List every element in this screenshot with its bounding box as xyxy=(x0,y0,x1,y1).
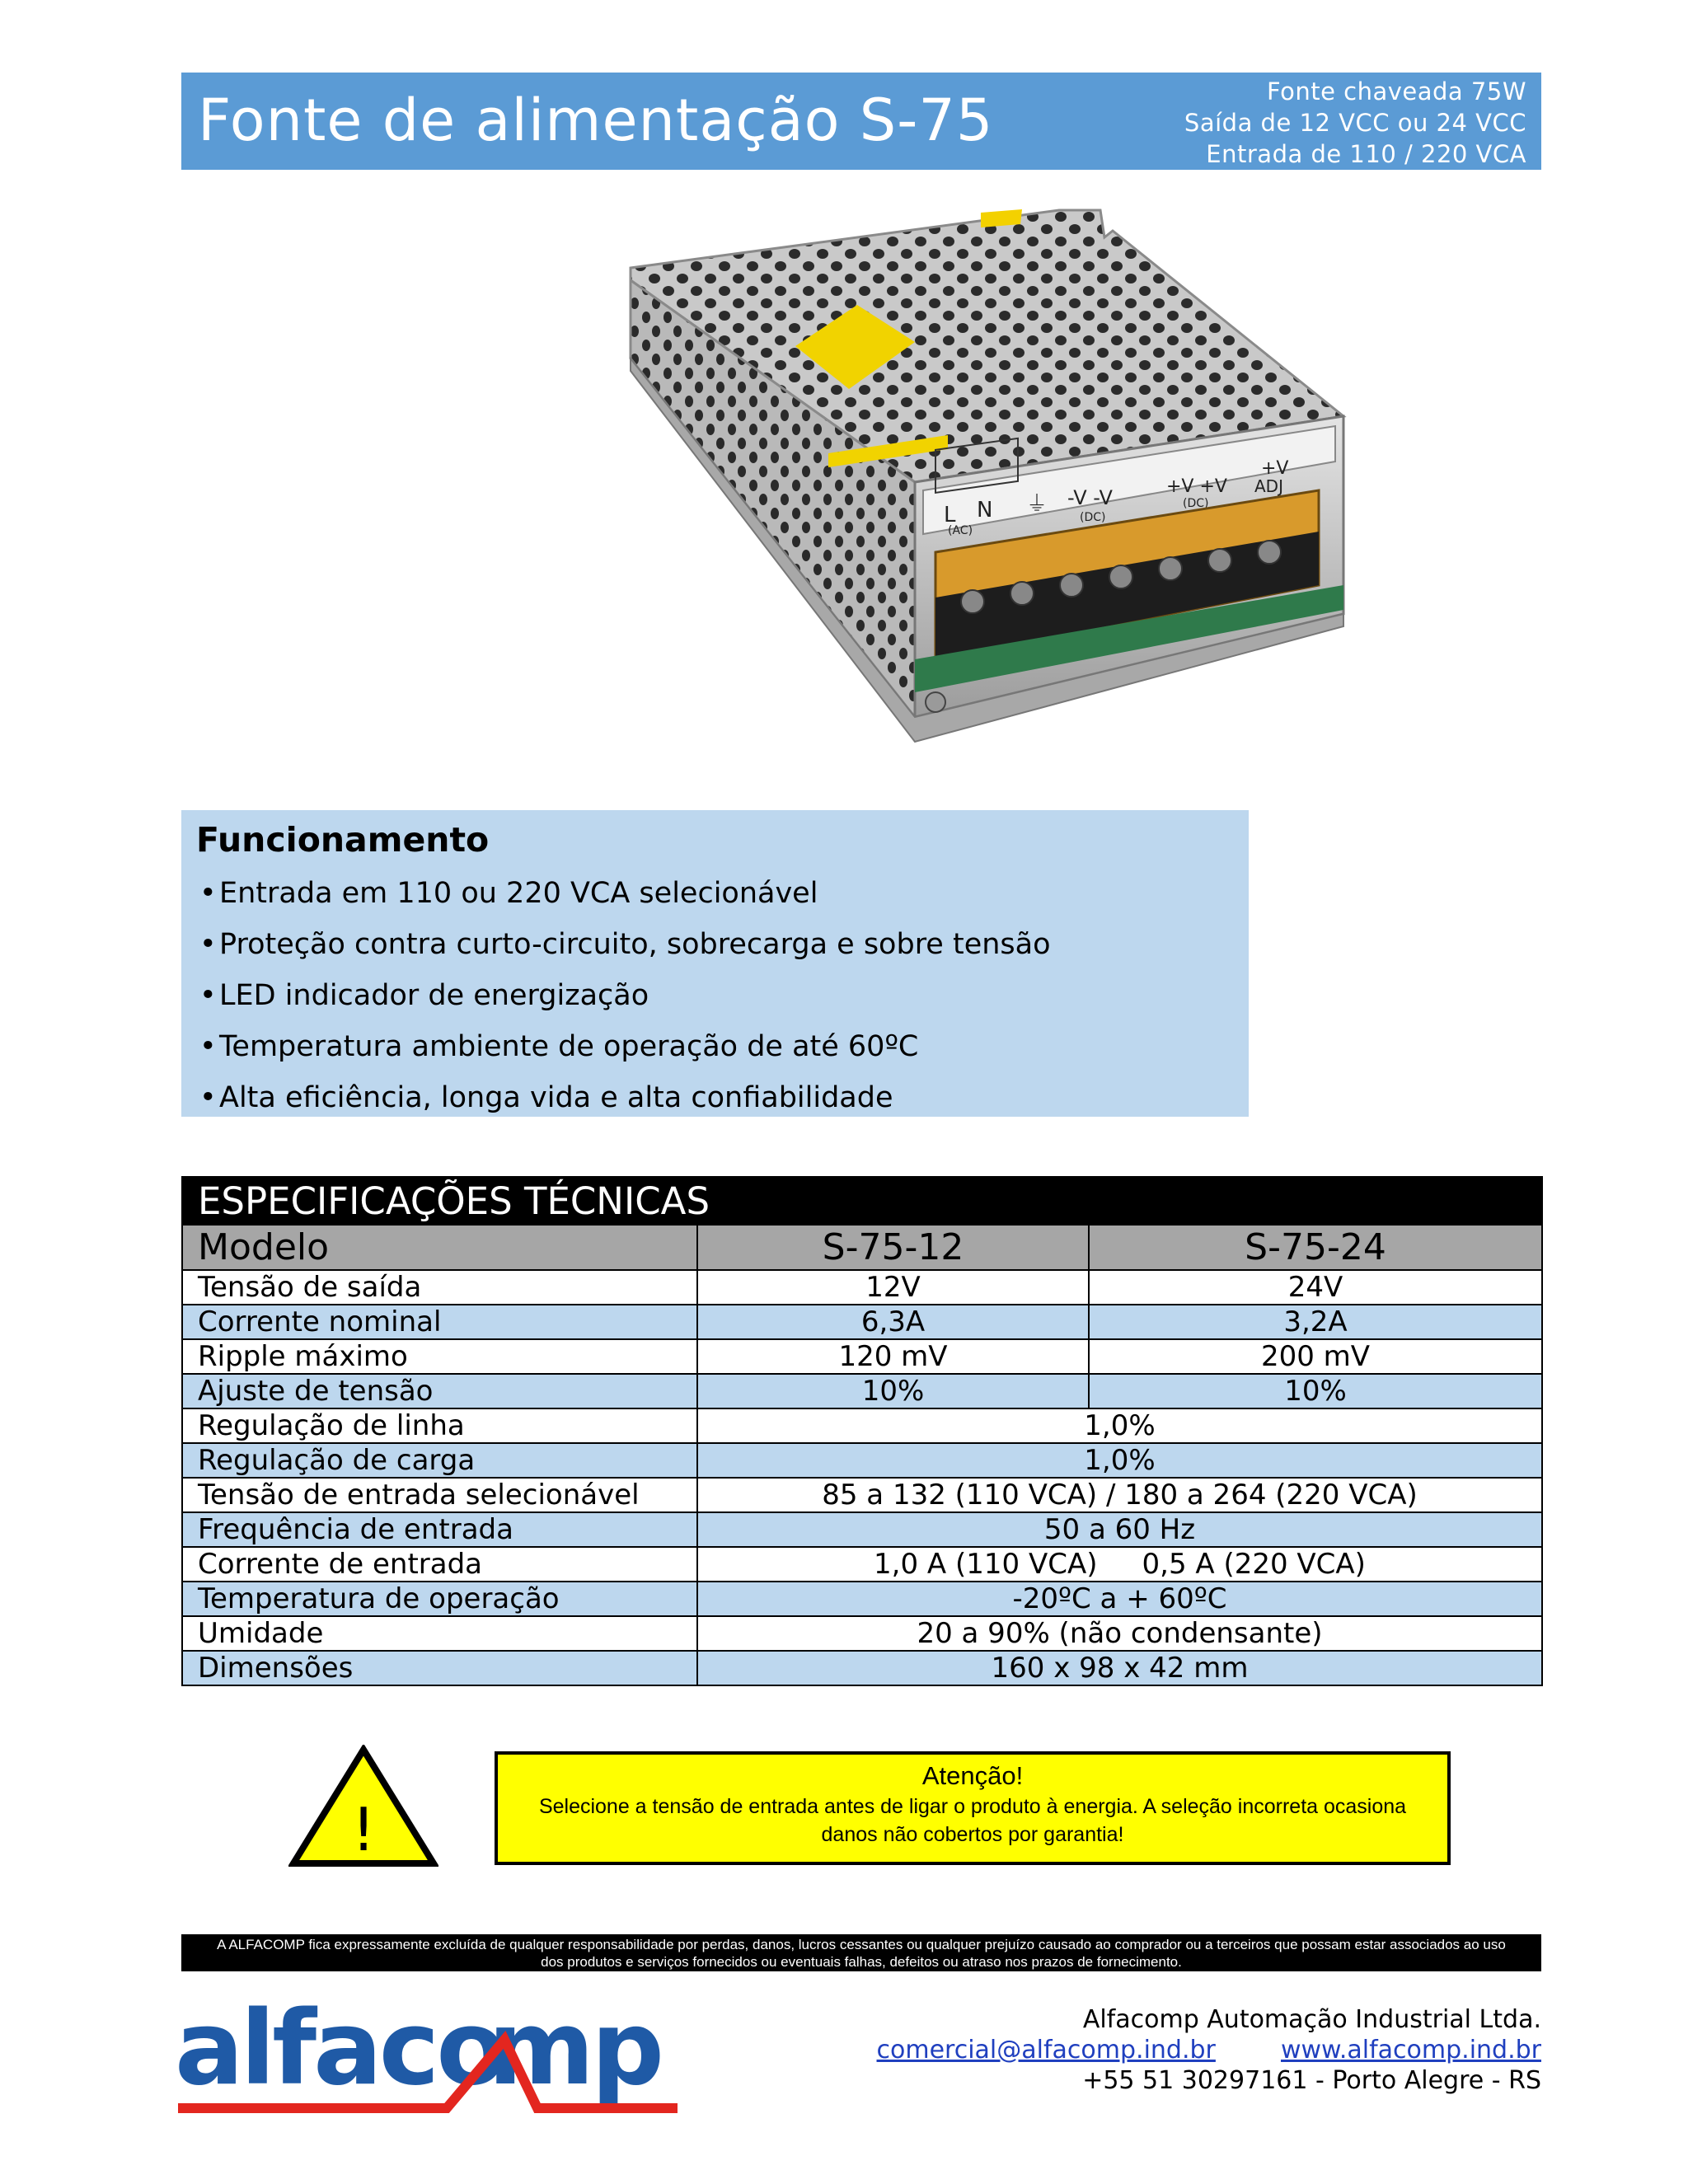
svg-text:ADJ: ADJ xyxy=(1254,476,1283,496)
page-title: Fonte de alimentação S-75 xyxy=(198,87,994,154)
header-subtitle xyxy=(1184,76,1526,170)
table-row xyxy=(182,1270,1542,1305)
row-label: Corrente nominal xyxy=(182,1305,697,1339)
row-label: Tensão de entrada selecionável xyxy=(182,1478,697,1512)
feature-text: Temperatura ambiente de operação de até 60ºC xyxy=(219,1030,919,1063)
warning-symbol: ! xyxy=(351,1795,376,1864)
row-label: Regulação de linha xyxy=(182,1408,697,1443)
row-label: Umidade xyxy=(182,1616,697,1651)
table-row xyxy=(182,1616,1542,1651)
product-photo xyxy=(618,198,1541,775)
subtitle-output: Saída de 12 VCC ou 24 VCC xyxy=(1184,109,1526,137)
table-row xyxy=(182,1305,1542,1339)
feature-text: Entrada em 110 ou 220 VCA selecionável xyxy=(219,877,818,910)
bullet-icon: • xyxy=(199,928,217,961)
contact-info xyxy=(877,2004,1541,2096)
row-value: 200 mV xyxy=(1089,1339,1542,1374)
feature-item xyxy=(199,868,1051,919)
table-row xyxy=(182,1547,1542,1582)
alfacomp-logo xyxy=(175,1994,686,2126)
subtitle-input: Entrada de 110 / 220 VCA xyxy=(1206,140,1526,168)
features-title: Funcionamento xyxy=(196,820,490,860)
feature-item xyxy=(199,919,1051,970)
table-row xyxy=(182,1582,1542,1616)
svg-text:(DC): (DC) xyxy=(1183,497,1209,510)
row-value: 12V xyxy=(697,1270,1089,1305)
row-value: 3,2A xyxy=(1089,1305,1542,1339)
warning-title: Atenção! xyxy=(921,1761,1024,1790)
table-row xyxy=(182,1374,1542,1408)
svg-text:+V: +V xyxy=(1261,458,1289,479)
row-label: Tensão de saída xyxy=(182,1270,697,1305)
row-value: 20 a 90% (não condensante) xyxy=(697,1616,1542,1651)
svg-text:alfaco: alfaco xyxy=(175,1994,504,2108)
table-row xyxy=(182,1408,1542,1443)
svg-text:N: N xyxy=(977,498,993,523)
row-value: 1,0% xyxy=(697,1408,1542,1443)
svg-text:mp: mp xyxy=(488,1994,661,2108)
model-s75-12: S-75-12 xyxy=(697,1225,1089,1270)
table-row xyxy=(182,1478,1542,1512)
bullet-icon: • xyxy=(199,1081,217,1114)
specs-title: ESPECIFICAÇÕES TÉCNICAS xyxy=(182,1177,1542,1225)
svg-text:-V -V: -V -V xyxy=(1067,486,1113,509)
row-value: -20ºC a + 60ºC xyxy=(697,1582,1542,1616)
row-label: Regulação de carga xyxy=(182,1443,697,1478)
phone-location: +55 51 30297161 - Porto Alegre - RS xyxy=(1082,2066,1541,2095)
feature-item xyxy=(199,1072,1051,1123)
row-value: 10% xyxy=(1089,1374,1542,1408)
table-row xyxy=(182,1443,1542,1478)
table-row xyxy=(182,1651,1542,1685)
warning-text: Selecione a tensão de entrada antes de ligar o produto à energia. A seleção incorreta ocasiona danos não cobertos por garantia! xyxy=(538,1795,1407,1846)
table-row xyxy=(182,1339,1542,1374)
subtitle-power: Fonte chaveada 75W xyxy=(1266,77,1526,105)
row-label: Dimensões xyxy=(182,1651,697,1685)
feature-item xyxy=(199,1021,1051,1072)
company-name: Alfacomp Automação Industrial Ltda. xyxy=(1082,2005,1541,2034)
bullet-icon: • xyxy=(199,1030,217,1063)
svg-text:(DC): (DC) xyxy=(1080,511,1106,524)
features-box xyxy=(181,810,1249,1117)
row-label: Ajuste de tensão xyxy=(182,1374,697,1408)
features-list xyxy=(199,868,1051,1123)
row-value: 85 a 132 (110 VCA) / 180 a 264 (220 VCA) xyxy=(697,1478,1542,1512)
row-value: 120 mV xyxy=(697,1339,1089,1374)
row-value: 6,3A xyxy=(697,1305,1089,1339)
svg-text:L: L xyxy=(944,503,956,527)
feature-text: Alta eficiência, longa vida e alta confiabilidade xyxy=(219,1081,893,1114)
warning-triangle-icon xyxy=(288,1745,438,1868)
row-value: 1,0% xyxy=(697,1443,1542,1478)
row-value: 24V xyxy=(1089,1270,1542,1305)
row-value: 50 a 60 Hz xyxy=(697,1512,1542,1547)
row-label: Frequência de entrada xyxy=(182,1512,697,1547)
bullet-icon: • xyxy=(199,877,217,910)
email-link[interactable]: comercial@alfacomp.ind.br xyxy=(876,2036,1216,2064)
svg-text:(AC): (AC) xyxy=(948,524,973,537)
disclaimer: A ALFACOMP fica expressamente excluída de qualquer responsabilidade por perdas, danos, lucros cessantes ou qualquer prejuízo causado ao comprador ou a terceiros que possam estar associados ao uso dos produtos e serviços fornecidos ou eventuais falhas, defeitos ou atraso nos prazos de fornecimento. xyxy=(181,1934,1541,1971)
model-label: Modelo xyxy=(182,1225,697,1270)
svg-text:+V +V: +V +V xyxy=(1166,476,1227,497)
row-value: 160 x 98 x 42 mm xyxy=(697,1651,1542,1685)
bullet-icon: • xyxy=(199,979,217,1012)
row-label: Corrente de entrada xyxy=(182,1547,697,1582)
row-label: Ripple máximo xyxy=(182,1339,697,1374)
feature-item xyxy=(199,970,1051,1021)
warning-box xyxy=(495,1751,1451,1865)
specs-table xyxy=(181,1176,1541,1686)
row-value: 10% xyxy=(697,1374,1089,1408)
row-label: Temperatura de operação xyxy=(182,1582,697,1616)
table-row xyxy=(182,1512,1542,1547)
row-value: 1,0 A (110 VCA) 0,5 A (220 VCA) xyxy=(697,1547,1542,1582)
svg-text:⏚: ⏚ xyxy=(1026,492,1048,517)
feature-text: LED indicador de energização xyxy=(219,979,649,1012)
website-link[interactable]: www.alfacomp.ind.br xyxy=(1280,2036,1541,2064)
model-s75-24: S-75-24 xyxy=(1089,1225,1542,1270)
feature-text: Proteção contra curto-circuito, sobrecarga e sobre tensão xyxy=(219,928,1051,961)
header-banner xyxy=(181,73,1541,170)
